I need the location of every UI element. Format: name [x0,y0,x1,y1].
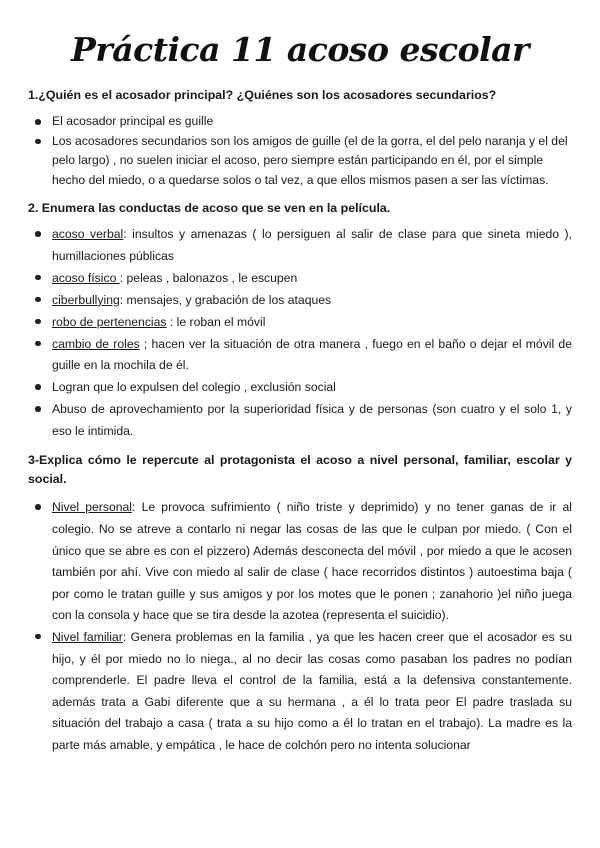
list-item: cambio de roles ; hacen ver la situación de otra manera , fuego en el baño o dejar el móvil de guille en la mochila de él. [28,334,572,377]
list-item: El acosador principal es guille [28,112,572,132]
underlined-term: Nivel personal [52,500,133,515]
bullet-icon [35,504,41,510]
underlined-term: cambio de roles [52,336,140,351]
list-item: robo de pertenencias : le roban el móvil [28,312,572,334]
list-item: Nivel familiar: Genera problemas en la familia , ya que les hacen creer que el acosador es su hijo, y él por miedo no lo niega., al no decir las cosas como pasaban los padres no podían comprenderle. El padre lleva el control de la familia, está a la defensiva constantemente. además trata a Gabi diferente que a su hermana , a él lo trata peor El padre traslada su situación del trabajo a casa ( trata a su hijo como a él lo tratan en el trabajo). La madre es la parte más amable, y empática , le hace de colchón pero no intenta solucionar [28,627,572,757]
bullet-icon [35,634,41,640]
underlined-term: robo de pertenencias [52,314,167,329]
question-1: 1.¿Quién es el acosador principal? ¿Quiénes son los acosadores secundarios? [28,88,497,102]
bullet-icon [35,384,41,390]
bullet-icon [35,297,41,303]
underlined-term: ciberbullying [52,292,120,307]
underlined-term: acoso verbal [52,227,124,242]
list-item: Abuso de aprovechamiento por la superioridad física y de personas (son cuatro y el solo 1, y eso le intimida. [28,399,572,442]
list-item: Nivel personal: Le provoca sufrimiento ( niño triste y deprimido) y no tener ganas de ir al colegio. No se atreve a contarlo ni negar las cosas de las que le culpan por miedo. ( Con el único que se abre es con el pizzero) Además desconecta del móvil , por miedo a que le acosen también por ahí. Vive con miedo al salir de clase ( hace recorridos distintos ) autoestima baja ( por como le tratan guille y sus amigos y por los motes que le ponen ; zanahorio )el niño juega con la consola y hace que se tira desde la azotea (representa el suicidio). [28,497,572,627]
bullet-icon [35,319,41,325]
question-3: 3-Explica cómo le repercute al protagonista el acoso a nivel personal, familiar, escolar y social. [28,453,572,487]
document-title: Práctica 11 acoso escolar [71,30,529,69]
question-2: 2. Enumera las conductas de acoso que se ven en la película. [28,201,391,216]
bullet-icon [35,406,41,412]
answer-list-3 [28,497,572,756]
underlined-term: acoso físico [52,270,120,285]
answer-list-1 [28,112,572,190]
bullet-icon [35,341,41,347]
list-item: ciberbullying: mensajes, y grabación de los ataques [28,290,572,312]
bullet-icon [35,231,41,237]
underlined-term: Nivel familiar [52,629,123,644]
list-item: acoso físico : peleas , balonazos , le escupen [28,268,572,290]
bullet-icon [35,275,41,281]
list-item: Los acosadores secundarios son los amigos de guille (el de la gorra, el del pelo naranja y el del pelo largo) , no suelen iniciar el acoso, pero siempre están participando en él, por el simple hecho del miedo, o a quedarse solos o tal vez, a que ellos mismos pasen a ser las víctimas. [28,132,572,191]
bullet-icon [35,119,41,125]
bullet-icon [35,139,41,145]
answer-list-2 [28,224,572,442]
list-item: acoso verbal: insultos y amenazas ( lo persiguen al salir de clase para que sineta miedo ), humillaciones públicas [28,224,572,267]
list-item: Logran que lo expulsen del colegio , exclusión social [28,377,572,399]
